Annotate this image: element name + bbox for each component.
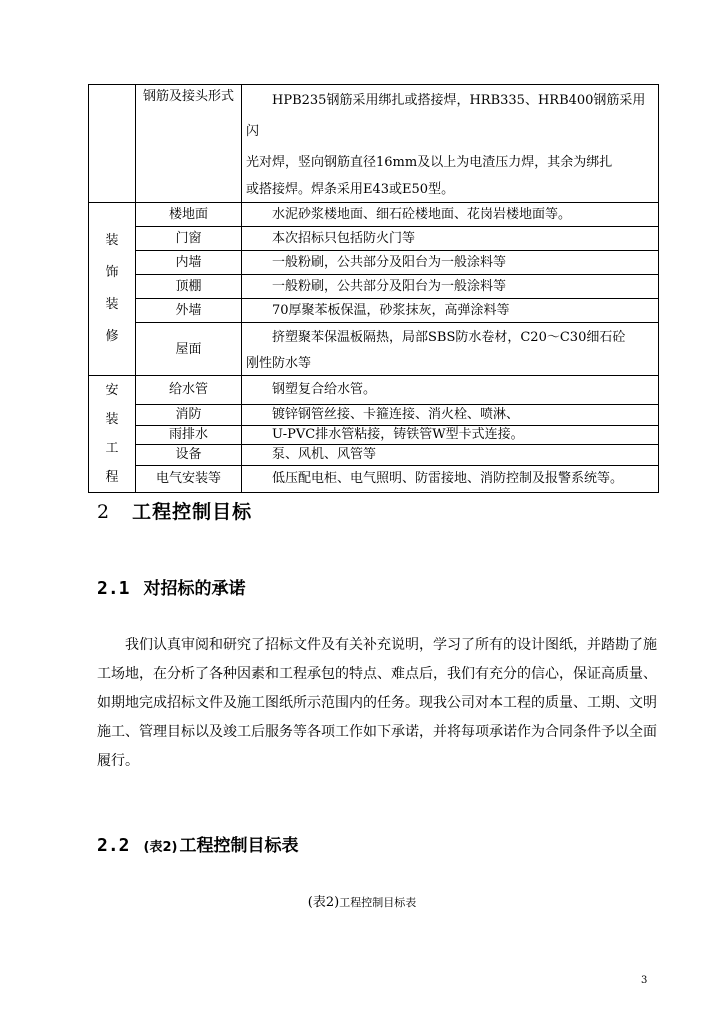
table-row <box>89 376 659 405</box>
table-row <box>89 275 659 299</box>
table-caption: (表2)工程控制目标表 <box>307 895 417 910</box>
section-2-heading: 2 工程控制目标 <box>97 501 253 523</box>
item-cell: 钢筋及接头形式 <box>136 85 242 203</box>
item-cell: 消防 <box>136 405 242 426</box>
desc-cell: 水泥砂浆楼地面、细石砼楼地面、花岗岩楼地面等。 <box>242 203 659 227</box>
desc-cell: 一般粉刷，公共部分及阳台为一般涂料等 <box>242 251 659 275</box>
table-row <box>89 227 659 251</box>
desc-cell: 低压配电柜、电气照明、防雷接地、消防控制及报警系统等。 <box>242 466 659 493</box>
table-row <box>89 426 659 445</box>
table-row <box>89 299 659 323</box>
desc-cell: 挤塑聚苯保温板隔热，局部SBS防水卷材，C20～C30细石砼 刚性防水等 <box>242 323 659 376</box>
desc-cell: HPB235钢筋采用绑扎或搭接焊，HRB335、HRB400钢筋采用闪 光对焊，竖向钢筋直径16mm及以上为电渣压力焊，其余为绑扎 或搭接焊。焊条采用E43或E50型。 <box>242 85 659 203</box>
item-cell: 门窗 <box>136 227 242 251</box>
item-cell: 顶棚 <box>136 275 242 299</box>
item-cell: 内墙 <box>136 251 242 275</box>
category-cell-empty <box>89 85 136 203</box>
item-cell: 设备 <box>136 445 242 466</box>
desc-cell: U-PVC排水管粘接，铸铁管W型卡式连接。 <box>242 426 659 445</box>
table-row <box>89 405 659 426</box>
desc-cell: 70厚聚苯板保温，砂浆抹灰，高弹涂料等 <box>242 299 659 323</box>
table-row <box>89 203 659 227</box>
desc-cell: 钢塑复合给水管。 <box>242 376 659 405</box>
item-cell: 电气安装等 <box>136 466 242 493</box>
table-row <box>89 323 659 376</box>
table-row <box>89 251 659 275</box>
category-cell-zhuangshi: 装 饰 装 修 <box>89 203 136 376</box>
item-cell: 外墙 <box>136 299 242 323</box>
desc-cell: 本次招标只包括防火门等 <box>242 227 659 251</box>
desc-cell: 一般粉刷，公共部分及阳台为一般涂料等 <box>242 275 659 299</box>
section-2-1-heading: 2.1 对招标的承诺 <box>97 578 246 599</box>
table-row <box>89 85 659 203</box>
item-cell: 雨排水 <box>136 426 242 445</box>
item-cell: 楼地面 <box>136 203 242 227</box>
desc-cell: 泵、风机、风管等 <box>242 445 659 466</box>
commitment-paragraph: 我们认真审阅和研究了招标文件及有关补充说明，学习了所有的设计图纸，并踏勘了施工场地，在分析了各种因素和工程承包的特点、难点后，我们有充分的信心，保证高质量、如期地完成招标文件及施工图纸所示范围内的任务。现我公司对本工程的质量、工期、文明施工、管理目标以及竣工后服务等各项工作如下承诺，并将每项承诺作为合同条件予以全面履行。 <box>97 637 657 769</box>
table-row <box>89 466 659 493</box>
desc-cell: 镀锌钢管丝接、卡箍连接、消火栓、喷淋、 <box>242 405 659 426</box>
page-number: 3 <box>641 975 648 986</box>
category-cell-anzhuang: 安 装 工 程 <box>89 376 136 493</box>
item-cell: 屋面 <box>136 323 242 376</box>
item-cell: 给水管 <box>136 376 242 405</box>
table-row <box>89 445 659 466</box>
section-2-2-heading: 2.2 (表2) 工程控制目标表 <box>97 835 299 856</box>
spec-table <box>88 84 659 493</box>
